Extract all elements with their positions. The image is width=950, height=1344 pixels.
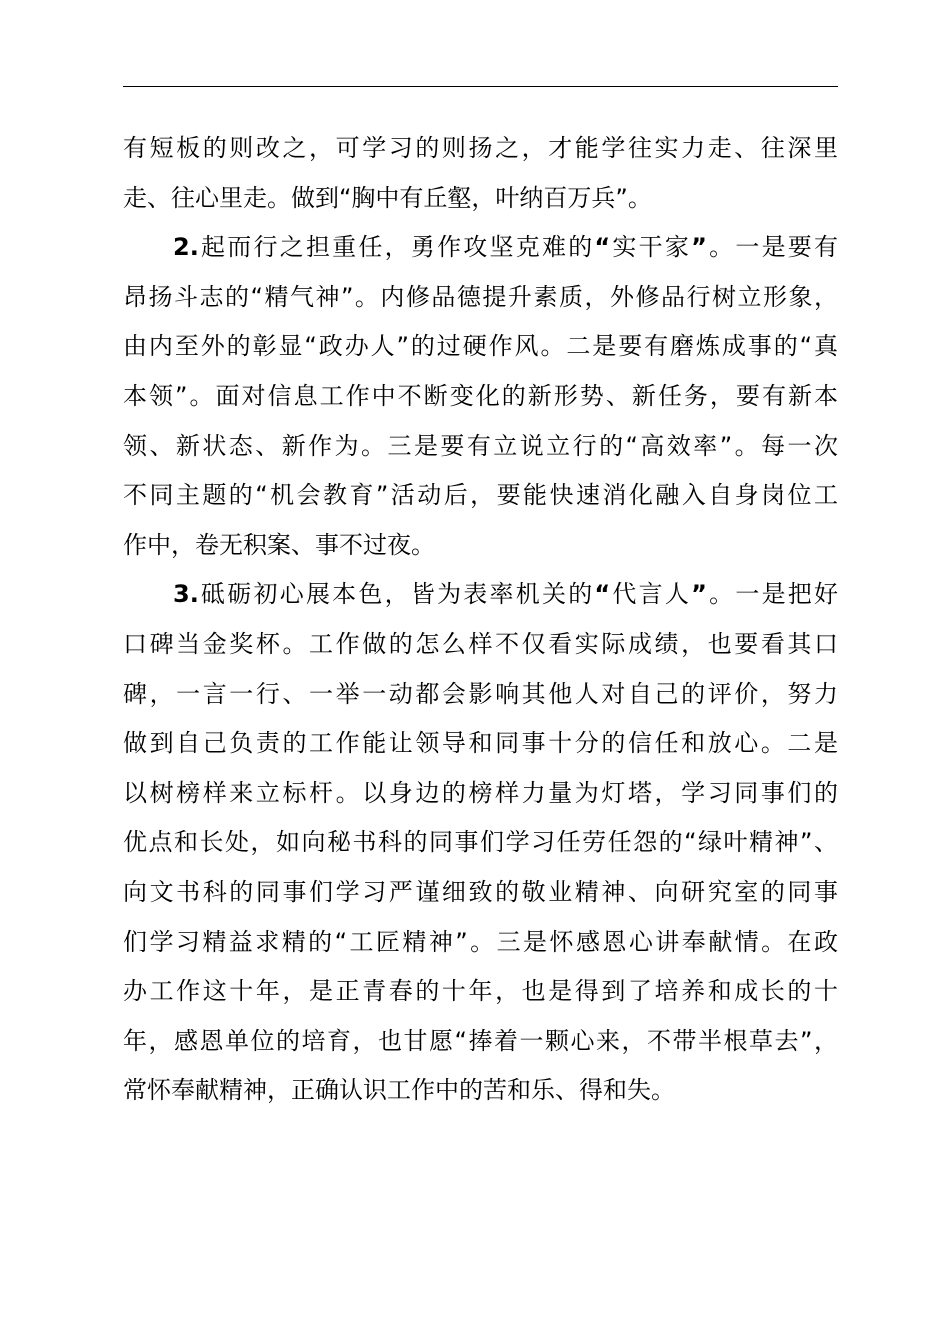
text-line: 昂扬斗志的“精气神”。内修品德提升素质，外修品行树立形象， (123, 282, 838, 311)
quote-mark: “ (594, 233, 611, 262)
text-line: 优点和长处，如向秘书科的同事们学习任劳任怨的“绿叶精神”、 (123, 828, 838, 857)
text-line: 不同主题的“机会教育”活动后，要能快速消化融入自身岗位工 (123, 481, 838, 510)
keyword: 代言人 (610, 580, 692, 609)
text-line: 做到自己负责的工作能让领导和同事十分的信任和放心。二是 (123, 729, 838, 758)
text-line: 作中，卷无积案、事不过夜。 (123, 530, 435, 559)
text-run: 。一是把好 (706, 580, 839, 609)
paragraph-2-first-line (123, 223, 838, 273)
text-line: 有短板的则改之，可学习的则扬之，才能学往实力走、往深里 (123, 134, 838, 162)
paragraph-3-first-line (123, 570, 838, 620)
text-run: 砥砺初心展本色，皆为表率机关的 (198, 580, 595, 609)
text-line: 口碑当金奖杯。工作做的怎么样不仅看实际成绩，也要看其口 (123, 629, 838, 658)
text-line: 常怀奉献精神，正确认识工作中的苦和乐、得和失。 (123, 1076, 675, 1105)
paragraph-3 (123, 570, 838, 1116)
quote-mark: ” (691, 233, 707, 262)
paragraph-1 (123, 124, 838, 223)
text-line: 向文书科的同事们学习严谨细致的敬业精神、向研究室的同事 (123, 877, 838, 906)
text-line: 年，感恩单位的培育，也甘愿“捧着一颗心来，不带半根草去”， (123, 1026, 838, 1055)
section-number: 2. (173, 233, 199, 262)
text-line: 们学习精益求精的“工匠精神”。三是怀感恩心讲奉献情。在政 (123, 927, 838, 956)
keyword: 实干家 (610, 233, 692, 262)
document-body (123, 124, 838, 1116)
quote-mark: ” (691, 580, 707, 609)
text-line: 领、新状态、新作为。三是要有立说立行的“高效率”。每一次 (123, 431, 838, 460)
text-line: 碑，一言一行、一举一动都会影响其他人对自己的评价，努力 (123, 679, 838, 708)
text-run: 。一是要有 (706, 233, 839, 262)
section-number: 3. (173, 580, 199, 609)
quote-mark: “ (594, 580, 611, 609)
text-line: 以树榜样来立标杆。以身边的榜样力量为灯塔，学习同事们的 (123, 778, 838, 807)
text-line: 走、往心里走。做到“胸中有丘壑，叶纳百万兵”。 (123, 183, 652, 212)
text-line: 本领”。面对信息工作中不断变化的新形势、新任务，要有新本 (123, 381, 838, 410)
text-run: 起而行之担重任，勇作攻坚克难的 (198, 233, 595, 262)
text-line: 办工作这十年，是正青春的十年，也是得到了培养和成长的十 (123, 977, 838, 1006)
text-line: 由内至外的彰显“政办人”的过硬作风。二是要有磨炼成事的“真 (123, 332, 838, 361)
header-rule (123, 86, 838, 87)
paragraph-2 (123, 223, 838, 570)
